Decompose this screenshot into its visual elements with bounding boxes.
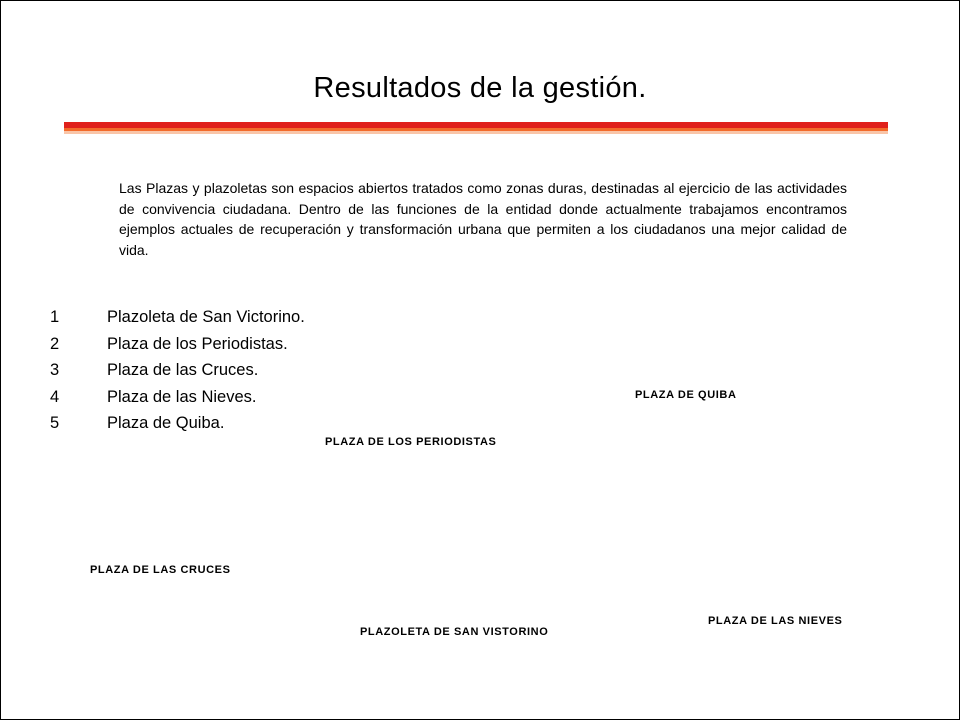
- caption-plaza-de-las-cruces: PLAZA DE LAS CRUCES: [90, 564, 231, 576]
- list-item-text: Plaza de Quiba.: [107, 414, 225, 432]
- list-item-number: 4: [50, 387, 60, 406]
- list-item: [50, 357, 305, 384]
- title-divider-peach: [64, 131, 888, 134]
- list-item-text: Plazoleta de San Victorino.: [107, 308, 305, 326]
- list-item: [50, 384, 305, 411]
- caption-plaza-de-las-nieves: PLAZA DE LAS NIEVES: [708, 615, 843, 627]
- caption-plaza-de-los-periodistas: PLAZA DE LOS PERIODISTAS: [325, 436, 497, 448]
- list-item-text: Plaza de los Periodistas.: [107, 334, 288, 353]
- list-item-text: Plaza de las Cruces.: [107, 361, 259, 379]
- slide-title: Resultados de la gestión.: [313, 72, 647, 104]
- list-item: [50, 410, 305, 437]
- list-item-number: 1: [50, 308, 60, 326]
- caption-plazoleta-de-san-vistorino: PLAZOLETA DE SAN VISTORINO: [360, 626, 549, 638]
- list-item: [50, 331, 305, 358]
- plazas-list: [50, 304, 305, 437]
- list-item-text: Plaza de las Nieves.: [107, 387, 257, 406]
- caption-plaza-de-quiba: PLAZA DE QUIBA: [635, 389, 737, 401]
- list-item-number: 3: [50, 361, 60, 379]
- list-item-number: 2: [50, 334, 60, 353]
- list-item: [50, 304, 305, 331]
- intro-paragraph: Las Plazas y plazoletas son espacios abiertos tratados como zonas duras, destinadas al ejercicio de las actividades de convivencia ciudadana. Dentro de las funciones de la entidad donde actualmente trabajamos encontramos ejemplos actuales de recuperación y transformación urbana que permiten a los ciudadanos una mejor calidad de vida.: [119, 180, 847, 258]
- list-item-number: 5: [50, 414, 60, 432]
